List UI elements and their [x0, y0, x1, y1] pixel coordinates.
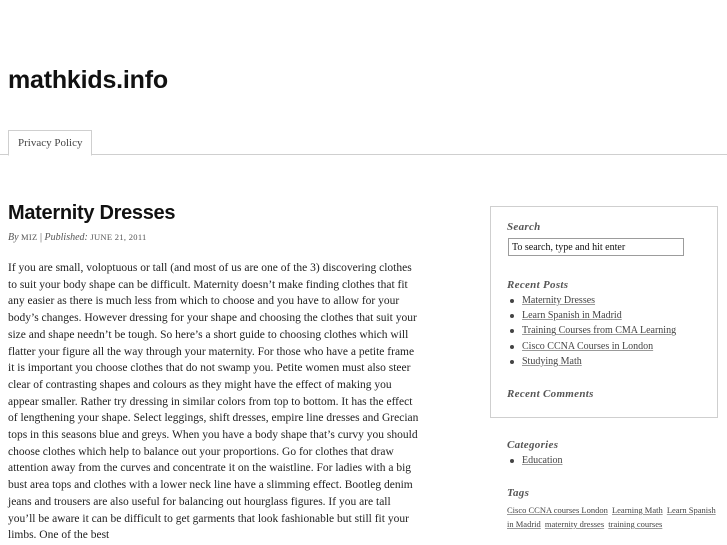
tag-link[interactable]: Learn Spanish in Madrid [507, 505, 716, 529]
tag-link[interactable]: training courses [608, 519, 663, 529]
recent-post-link[interactable]: Maternity Dresses [522, 295, 596, 306]
recent-posts-title: Recent Posts [507, 279, 569, 291]
tag-link[interactable]: maternity dresses [544, 519, 605, 529]
categories-list [507, 453, 563, 468]
recent-post-link[interactable]: Training Courses from CMA Learning [522, 325, 677, 337]
tab-privacy-policy[interactable]: Privacy Policy [8, 130, 92, 156]
recent-post-link[interactable]: Cisco CCNA Courses in London [522, 340, 654, 352]
byline-separator: | [40, 232, 43, 243]
post-author[interactable]: MIZ [21, 232, 38, 242]
list-item [507, 354, 676, 369]
recent-post-link[interactable]: Studying Math [522, 355, 582, 367]
list-item [507, 339, 676, 354]
site-title[interactable]: mathkids.info [8, 66, 168, 94]
list-item [507, 453, 563, 468]
post-title[interactable]: Maternity Dresses [8, 202, 176, 224]
tags-title: Tags [507, 487, 530, 499]
tag-link[interactable]: Cisco CCNA courses London [507, 505, 608, 515]
categories-title: Categories [507, 439, 559, 451]
recent-posts-list [507, 293, 676, 369]
post-byline [8, 232, 147, 243]
tag-link[interactable]: Learning Math [611, 505, 663, 515]
list-item [507, 293, 676, 308]
tag-cloud [507, 503, 717, 531]
list-item [507, 308, 676, 323]
list-item [507, 323, 676, 338]
category-link[interactable]: Education [522, 455, 563, 466]
search-widget-title: Search [507, 221, 541, 233]
post-date: JUNE 21, 2011 [90, 232, 147, 242]
nav-divider [0, 154, 727, 155]
recent-comments-title: Recent Comments [507, 388, 594, 400]
post-body: If you are small, voloptuous or tall (and most of us are one of the 3) discovering clothes to suit your body shape can be difficult. Maternity doesn’t make finding clothes that fit any easier as there is much less from which to choose and you have to allow for your body’s changes. However dressing for your shape and choosing the clothes that suit your size and shape needn’t be tough. So here’s a short guide to choosing clothes which will flatter your figure all the way through your maternity. For those who have a petite frame it is important you choose clothes that do not swamp you. Petite women must also steer clear of contrasting shapes and colours as they might have the effect of making you appear smaller. Rather try dressing in similar colors from top to bottom. It has the effect of lengthening your shape. Select leggings, shift dresses, empire line dresses and Grecian tops in this seasons blue and greys. When you have a body shape that’s curvy you should choose clothes which help to balance out your proportions. Go for clothes that draw attention away from the curves and concentrate it on the waistline. For ladies with a big bust area tops and clothes with a lower neck line have a slimming effect. Bootleg denim jeans and trousers are also useful for balancing out hourglass figures. If you are tall you’ll be aware it can be difficult to get garments that look fashionable but still fit your limbs. One of the best [8, 262, 419, 542]
search-input[interactable] [508, 238, 684, 256]
recent-post-link[interactable]: Learn Spanish in Madrid [522, 310, 622, 322]
by-label: By [8, 232, 19, 243]
published-label: Published: [44, 232, 88, 243]
